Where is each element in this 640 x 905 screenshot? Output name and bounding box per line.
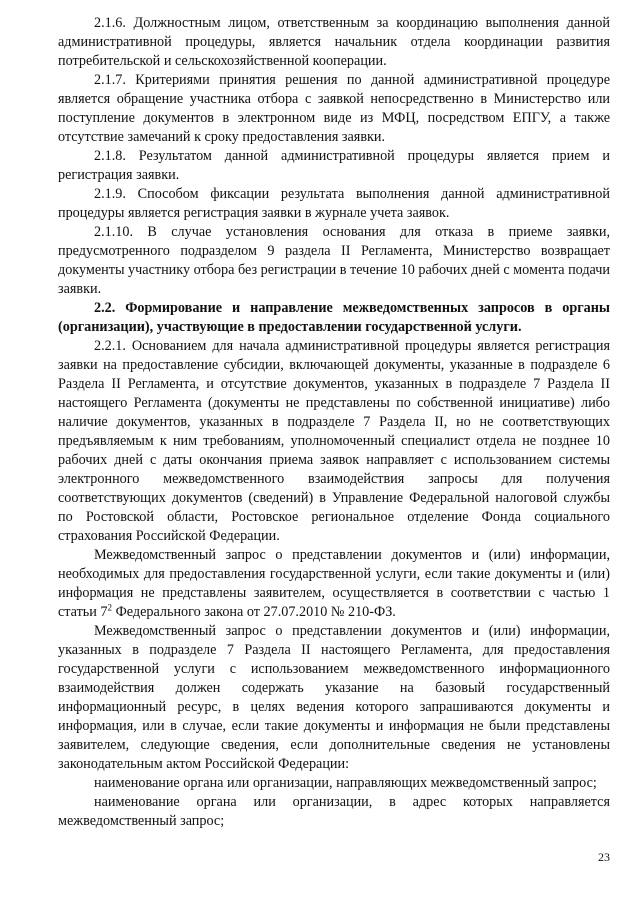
article-superscript: 2 — [107, 602, 113, 613]
list-item: наименование органа или организации, в адрес которых направляется межведомственный запрос; — [58, 794, 610, 829]
paragraph-2-1-10: 2.1.10. В случае установления основания для отказа в приеме заявки, предусмотренного подразделом 9 раздела II Регламента, Министерство возвращает документы участнику отбора без регистрации в течение 10 рабочих дней с момента подачи заявки. — [58, 224, 611, 297]
request-text-before: Межведомственный запрос о представлении документов и (или) информации, необходимых для предоставления государственной услуги, если такие документы и (или) информация не представлены заявителем, осуществляется в соответствии с частью 1 статьи 7 — [58, 547, 610, 620]
paragraph-interagency-request-basis — [58, 546, 610, 622]
paragraph-interagency-request-content: Межведомственный запрос о представлении документов и (или) информации, указанных в подразделе 7 Раздела II настоящего Регламента, для предоставления государственной услуги с использованием межведомственного информационного взаимодействия должен содержать указание на базовый государственный информационный ресурс, в целях ведения которого запрашиваются документы и информация, или в случае, если такие документы и информация не были представлены заявителем, следующие сведения, если дополнительные сведения не установлены законодательным актом Российской Федерации: — [58, 623, 610, 772]
section-heading-2-2: 2.2. Формирование и направление межведомственных запросов в органы (организации), участвующие в предоставлении государственной услуги. — [58, 300, 610, 335]
paragraph-2-1-6: 2.1.6. Должностным лицом, ответственным за координацию выполнения данной административной процедуры, является начальник отдела координации развития потребительской и сельскохозяйственной кооперации. — [58, 15, 610, 69]
paragraph-2-1-7: 2.1.7. Критериями принятия решения по данной административной процедуре является обращение участника отбора с заявкой непосредственно в Министерство или поступление документов в электронном виде из МФЦ, посредством ЕПГУ, а также отсутствие замечаний к сроку предоставления заявки. — [58, 72, 610, 145]
request-text-after: Федерального закона от 27.07.2010 № 210-ФЗ. — [112, 604, 396, 620]
paragraph-2-1-9: 2.1.9. Способом фиксации результата выполнения данной административной процедуры является регистрация заявки в журнале учета заявок. — [58, 186, 610, 221]
paragraph-2-1-8: 2.1.8. Результатом данной административной процедуры является прием и регистрация заявки. — [58, 148, 610, 183]
page-body — [58, 14, 610, 831]
list-item: наименование органа или организации, направляющих межведомственный запрос; — [94, 775, 597, 791]
page-number: 23 — [598, 850, 610, 864]
paragraph-2-2-1: 2.2.1. Основанием для начала административной процедуры является регистрация заявки на предоставление субсидии, включающей документы, указанные в подразделе 6 Раздела II Регламента, и отсутствие документов, указанных в подразделе 7 Раздела II настоящего Регламента (документы не представлены по собственной инициативе) либо наличие документов, указанных в подразделе 7 Раздела II, но не соответствующих предъявляемым к ним требованиям, уполномоченный специалист отдела не позднее 10 рабочих дней с даты окончания приема заявок направляет с использованием системы электронного межведомственного взаимодействия запросы для получения соответствующих документов (сведений) в Управление Федеральной налоговой службы по Ростовской области, Ростовское региональное отделение Фонда социального страхования Российской Федерации. — [58, 338, 610, 544]
